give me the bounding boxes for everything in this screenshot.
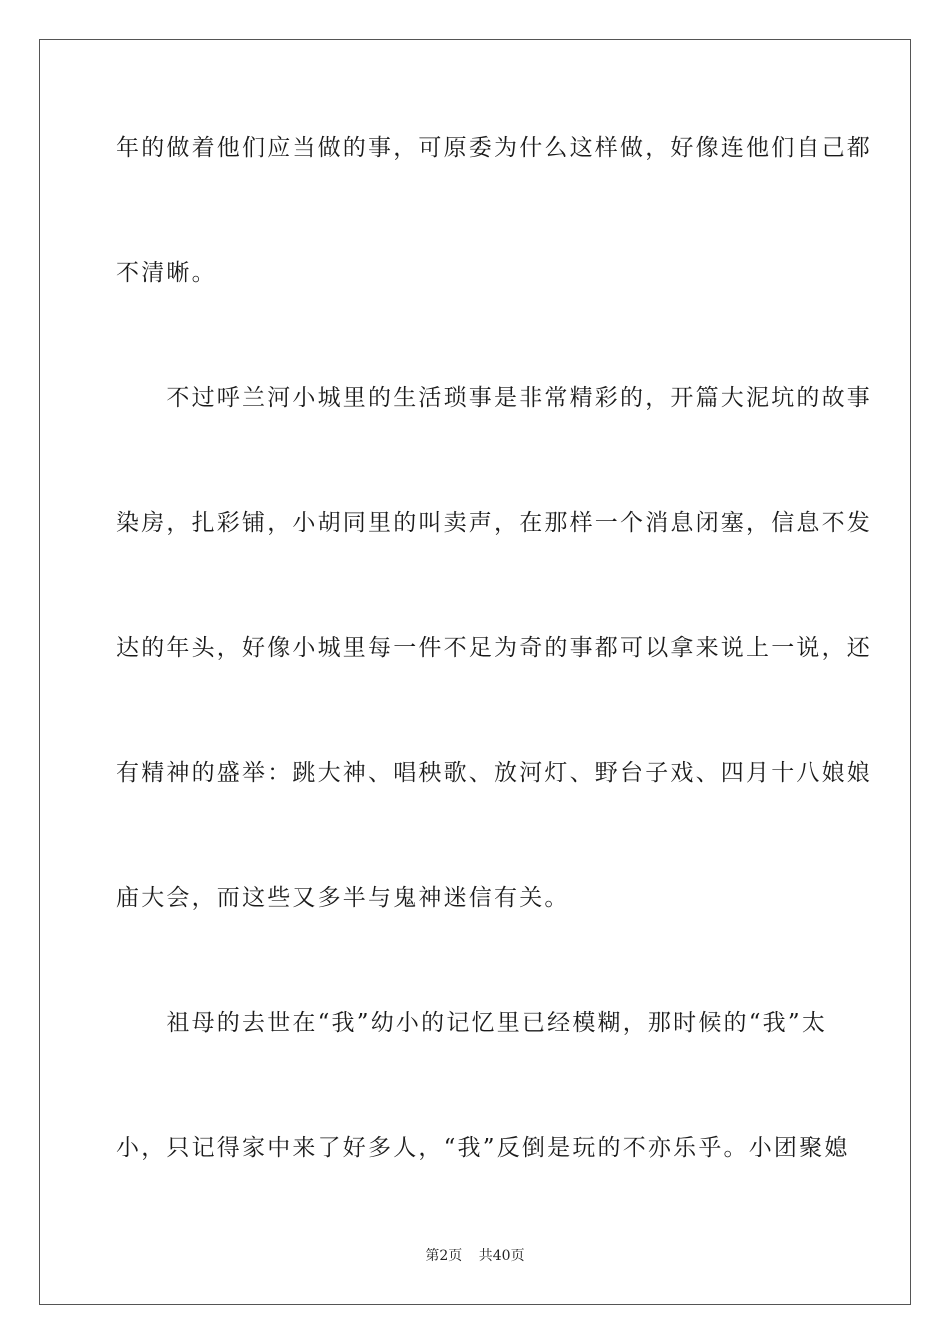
- body-text-line-9: 小，只记得家中来了好多人，“我”反倒是玩的不亦乐乎。小团聚媳: [116, 1135, 850, 1161]
- body-text-line-7: 庙大会，而这些又多半与鬼神迷信有关。: [116, 885, 570, 911]
- page-footer: [0, 1247, 950, 1265]
- body-text-line-5: 达的年头，好像小城里每一件不足为奇的事都可以拿来说上一说，还: [116, 635, 872, 661]
- body-text-line-3: 不过呼兰河小城里的生活琐事是非常精彩的，开篇大泥坑的故事: [116, 385, 872, 411]
- body-text-line-6: 有精神的盛举：跳大神、唱秧歌、放河灯、野台子戏、四月十八娘娘: [116, 760, 872, 786]
- body-text-line-2: 不清晰。: [116, 260, 217, 286]
- page-border: [39, 39, 911, 1305]
- body-text-line-8: 祖母的去世在“我”幼小的记忆里已经模糊，那时候的“我”太: [116, 1010, 828, 1036]
- body-text-line-1: 年的做着他们应当做的事，可原委为什么这样做，好像连他们自己都: [116, 135, 872, 161]
- body-text-line-4: 染房，扎彩铺，小胡同里的叫卖声，在那样一个消息闭塞，信息不发: [116, 510, 872, 536]
- page-number: 第2页: [425, 1248, 463, 1264]
- total-pages: 共40页: [478, 1248, 525, 1264]
